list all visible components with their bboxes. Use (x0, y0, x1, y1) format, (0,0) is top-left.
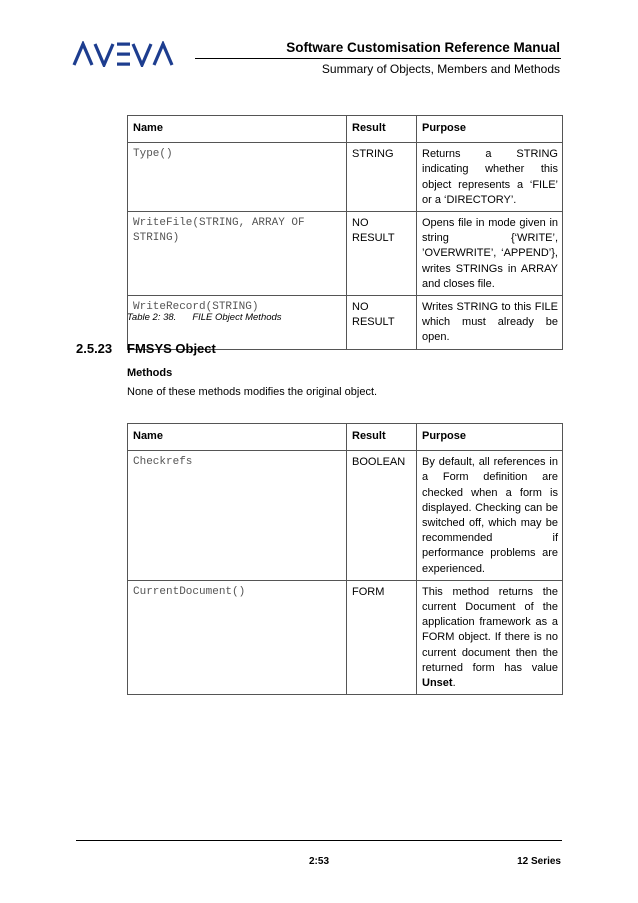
column-header-purpose: Purpose (417, 424, 563, 451)
table-row (128, 451, 563, 581)
method-purpose: By default, all references in a Form definition are checked when a form is displayed. Checking can be switched off, which may be recommended if performance problems are experienced. (417, 451, 563, 581)
table-caption (127, 312, 282, 323)
footer-rule (76, 840, 562, 841)
method-name: CurrentDocument() (128, 580, 347, 694)
header-rule (195, 58, 561, 59)
column-header-purpose: Purpose (417, 116, 563, 143)
column-header-name: Name (128, 424, 347, 451)
method-result: STRING (347, 143, 417, 212)
table-row (128, 212, 563, 296)
table-row (128, 580, 563, 694)
purpose-text: This method returns the current Document of the application framework as a FORM object. If there is no current document then the returned form has value (422, 585, 558, 674)
method-result: BOOLEAN (347, 451, 417, 581)
version-label: 12 Series (517, 856, 561, 867)
page-number: 2:53 (308, 856, 329, 867)
section-title: FMSYS Object (127, 341, 216, 356)
column-header-result: Result (347, 424, 417, 451)
table-row (128, 143, 563, 212)
fmsys-object-methods-table (127, 423, 563, 695)
section-body-text: None of these methods modifies the original object. (127, 386, 378, 398)
unset-keyword: Unset (422, 677, 453, 690)
method-name: Type() (128, 143, 347, 212)
manual-subtitle: Summary of Objects, Members and Methods (321, 62, 560, 76)
method-purpose: Returns a STRING indicating whether this object represents a ‘FILE’ or a ‘DIRECTORY’. (417, 143, 563, 212)
method-name: WriteRecord(STRING) (128, 296, 347, 350)
manual-title: Software Customisation Reference Manual (286, 40, 560, 55)
table-header-row (128, 424, 563, 451)
caption-label: Table 2: 38. (127, 312, 177, 323)
method-result: FORM (347, 580, 417, 694)
method-purpose (417, 580, 563, 694)
section-number: 2.5.23 (76, 341, 113, 356)
aveva-logo (72, 41, 176, 67)
caption-text: FILE Object Methods (192, 312, 282, 323)
method-result: NO RESULT (347, 212, 417, 296)
method-name: WriteFile(STRING, ARRAY OF STRING) (128, 212, 347, 296)
method-name: Checkrefs (128, 451, 347, 581)
methods-subheading: Methods (127, 367, 173, 379)
table-header-row (128, 116, 563, 143)
method-purpose: Opens file in mode given in string {‘WRITE’, ’OVERWRITE’, ‘APPEND’}, writes STRINGs in ARRAY and closes file. (417, 212, 563, 296)
method-purpose: Writes STRING to this FILE which must already be open. (417, 296, 563, 350)
column-header-result: Result (347, 116, 417, 143)
column-header-name: Name (128, 116, 347, 143)
purpose-period: . (452, 677, 456, 690)
method-result: NO RESULT (347, 296, 417, 350)
